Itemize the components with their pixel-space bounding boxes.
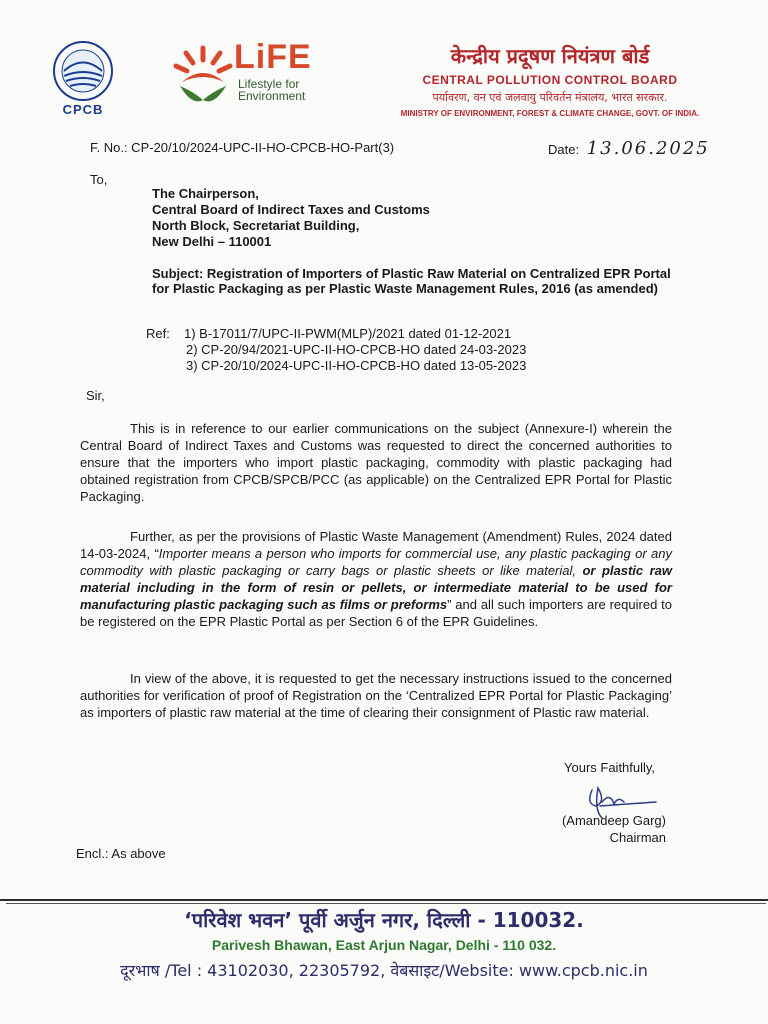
footer-contact: दूरभाष /Tel : 43102030, 22305792, वेबसाइट/Website: www.cpcb.nic.in — [120, 961, 648, 980]
addressee-line: New Delhi – 110001 — [152, 234, 272, 249]
paragraph-2 — [80, 528, 672, 630]
subject-text: Registration of Importers of Plastic Raw Material on Centralized EPR Portal for Plastic Packaging as per Plastic Waste Management Rules, 2016 (as amended) — [152, 266, 671, 296]
paragraph-2-emphasis: or plastic raw material including in the form of resin or pellets, or intermediate material to be used for manufacturing plastic packaging such as films or preforms — [80, 563, 672, 612]
footer-english-address: Parivesh Bhawan, East Arjun Nagar, Delhi - 110 032. — [211, 937, 557, 953]
subject-label: Subject: — [152, 266, 204, 281]
reference-item: 2) CP-20/94/2021-UPC-II-HO-CPCB-HO dated 24-03-2023 — [186, 342, 527, 357]
addressee-line: The Chairperson, — [152, 186, 259, 201]
hindi-ministry-line: पर्यावरण, वन एवं जलवायु परिवर्तन मंत्रालय, भारत सरकार. — [432, 91, 668, 104]
paragraph-2-intro: Further, as per the provisions of Plastic Waste Management (Amendment) Rules, 2024 dated 14-03-2024, “ — [80, 529, 672, 561]
subject-block — [152, 266, 672, 296]
letter-date — [548, 138, 710, 159]
reference-list — [146, 326, 526, 374]
addressee-line: Central Board of Indirect Taxes and Customs — [152, 202, 430, 217]
footer-divider — [0, 899, 768, 901]
addressee-block — [152, 186, 430, 250]
to-line: To, — [90, 172, 108, 187]
paragraph-1 — [80, 420, 672, 505]
paragraph-3 — [80, 670, 672, 721]
enclosure-note: Encl.: As above — [76, 846, 166, 861]
english-org-title: CENTRAL POLLUTION CONTROL BOARD — [422, 73, 678, 87]
life-tagline — [238, 78, 305, 102]
closing: Yours Faithfully, — [564, 760, 656, 775]
signatory-name: (Amandeep Garg) — [561, 813, 666, 828]
reference-text: 1) B-17011/7/UPC-II-PWM(MLP)/2021 dated 01-12-2021 — [184, 326, 512, 341]
footer-divider-thin — [6, 903, 766, 904]
paragraph-3-text: In view of the above, it is requested to get the necessary instructions issued to the concerned authorities for verification of proof of Registration on the ‘Centralized EPR Portal for Plastic Packaging’ as importers of plastic raw material at the time of clearing their consignment of Plastic raw material. — [80, 671, 672, 720]
salutation: Sir, — [86, 388, 105, 403]
reference-item — [146, 326, 526, 342]
cpcb-caption: CPCB — [62, 102, 104, 117]
paragraph-2-end: ” and all such importers are required to be registered on the EPR Plastic Portal as per Section 6 of the EPR Guidelines. — [80, 597, 672, 629]
signatory-title: Chairman — [609, 830, 666, 845]
reference-item: 3) CP-20/10/2024-UPC-II-HO-CPCB-HO dated 13-05-2023 — [186, 358, 527, 373]
signatory-block — [552, 812, 666, 846]
english-ministry-line: MINISTRY OF ENVIRONMENT, FOREST & CLIMATE CHANGE, GOVT. OF INDIA. — [400, 109, 700, 118]
addressee-line: North Block, Secretariat Building, — [152, 218, 360, 233]
paragraph-1-text: This is in reference to our earlier communications on the subject (Annexure-I) wherein the Central Board of Indirect Taxes and Customs was requested to direct the concerned authorities to ensure that the importers who import plastic packaging, commodity with plastic packaging had obtained registration from CPCB/SPCB/PCC (as applicable) on the Centralized EPR Portal for Plastic Packaging. — [80, 421, 672, 504]
letterhead-title-block — [370, 42, 730, 118]
life-tagline-line2: Environment — [238, 89, 306, 103]
cpcb-emblem-icon — [48, 40, 118, 102]
footer — [0, 906, 768, 981]
file-number: F. No.: CP-20/10/2024-UPC-II-HO-CPCB-HO-Part(3) — [90, 140, 395, 155]
footer-hindi-address: ‘परिवेश भवन’ पूर्वी अर्जुन नगर, दिल्ली - 110032. — [184, 908, 584, 932]
life-wordmark: LiFE — [234, 38, 312, 76]
ref-label: Ref: — [146, 326, 170, 341]
paragraph-2-quote: Importer means a person who imports for commercial use, any plastic packaging or any commodity with plastic packaging or carry bags or plastic sheets or like material, — [80, 546, 672, 578]
cpcb-logo — [48, 40, 118, 120]
date-label: Date: — [548, 142, 580, 157]
life-sun-leaf-icon — [172, 42, 234, 108]
life-logo — [172, 38, 322, 112]
life-tagline-line1: Lifestyle for — [238, 77, 300, 91]
hindi-org-title: केन्द्रीय प्रदूषण नियंत्रण बोर्ड — [450, 44, 650, 68]
date-value: 13.06.2025 — [586, 138, 710, 159]
